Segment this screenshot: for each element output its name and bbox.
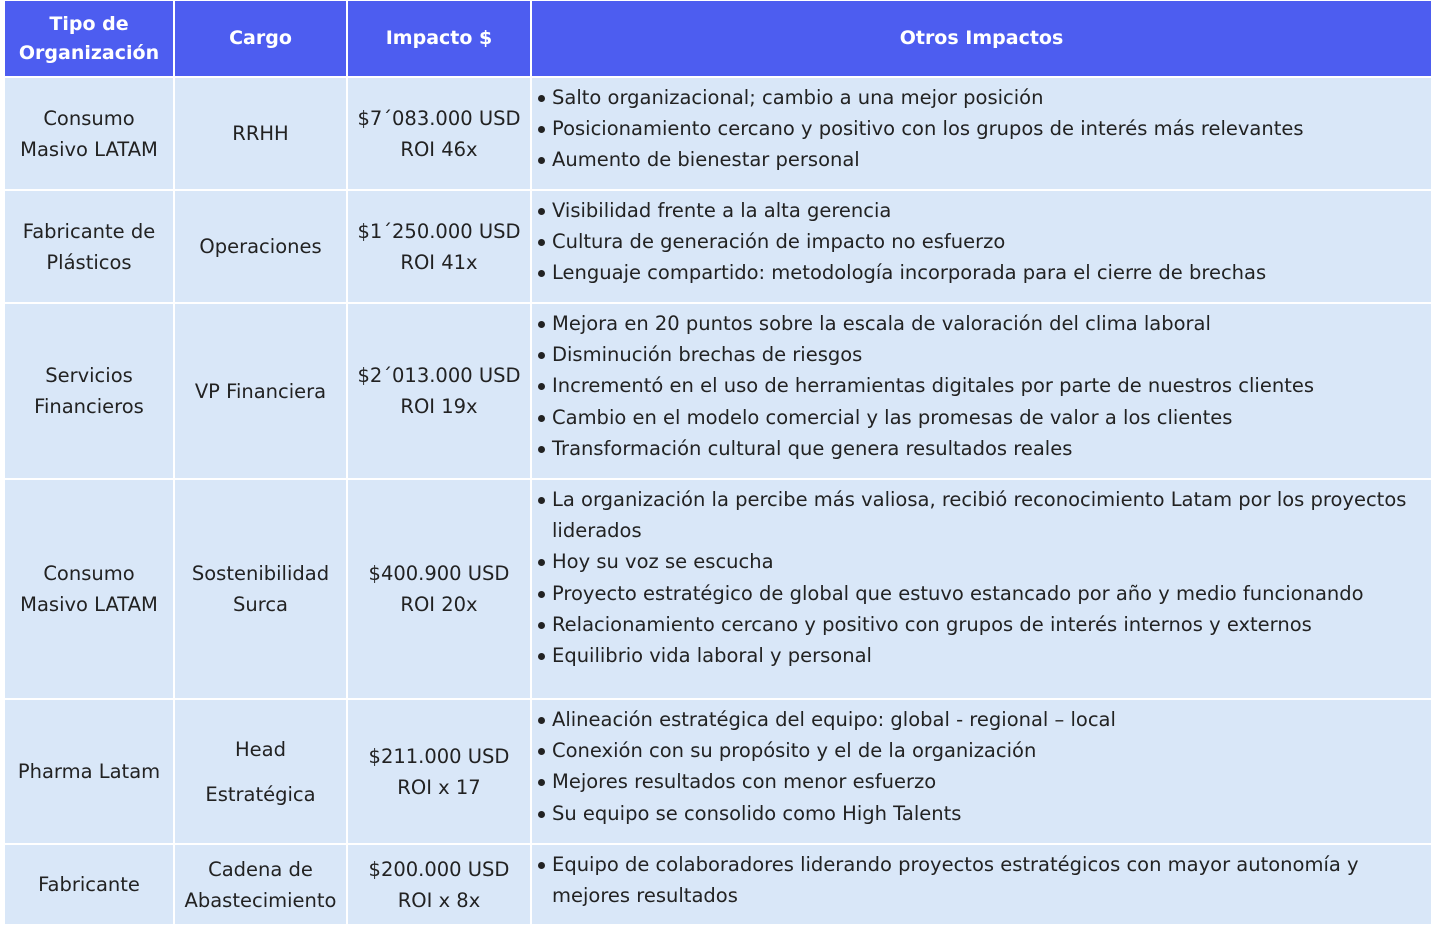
cargo-cell-line: RRHH (232, 122, 289, 145)
cargo-cell (174, 479, 347, 699)
impact-list-item: Transformación cultural que genera resultados reales (536, 433, 1425, 464)
impact-list-item: Posicionamiento cercano y positivo con los grupos de interés más relevantes (536, 113, 1425, 144)
cargo-cell-line: VP Financiera (194, 379, 327, 403)
impact-value-cell (347, 844, 531, 924)
impact-list-item: Alineación estratégica del equipo: global - regional – local (536, 704, 1425, 735)
cargo-cell-line: Cadena de (208, 857, 313, 881)
cargo-cell-line: Abastecimiento (184, 888, 337, 912)
org-type-cell-line: Masivo LATAM (20, 593, 158, 616)
impact-value-cell-line: ROI 41x (400, 250, 478, 274)
org-type-cell-line: Consumo (43, 106, 135, 130)
cargo-cell (174, 77, 347, 190)
org-type-cell (5, 77, 174, 190)
cargo-cell-line: Estratégica (205, 782, 316, 806)
table-row (5, 303, 1431, 479)
org-type-cell-line: Pharma Latam (17, 760, 161, 783)
org-type-cell-line: Plásticos (46, 250, 132, 274)
other-impacts-cell (531, 479, 1431, 699)
table-body (5, 77, 1431, 924)
header-tipo-line-2: Organización (18, 41, 160, 64)
org-type-cell-line: Fabricante de (22, 219, 156, 243)
org-type-cell (5, 479, 174, 699)
org-type-cell (5, 699, 174, 844)
org-type-cell (5, 844, 174, 924)
impact-value-cell-line: ROI x 17 (397, 775, 481, 799)
impact-list-item: Equipo de colaboradores liderando proyectos estratégicos con mayor autonomía y mejores resultados (536, 849, 1425, 911)
impact-list (536, 849, 1425, 911)
impact-value-cell (347, 77, 531, 190)
impact-list-item: La organización la percibe más valiosa, recibió reconocimiento Latam por los proyectos liderados (536, 484, 1425, 546)
impact-value-cell-line: $211.000 USD (368, 744, 510, 768)
other-impacts-cell (531, 844, 1431, 924)
impact-value-cell-line: ROI x 8x (397, 888, 481, 912)
org-type-cell-line: Servicios (45, 364, 133, 387)
impact-value-cell-line: $2´013.000 USD (357, 364, 521, 387)
header-tipo-organizacion (5, 1, 174, 77)
impact-list-item: Cambio en el modelo comercial y las promesas de valor a los clientes (536, 402, 1425, 433)
impact-list-item: Proyecto estratégico de global que estuvo estancado por año y medio funcionando (536, 578, 1425, 609)
table-row (5, 479, 1431, 699)
impact-value-cell (347, 303, 531, 479)
impact-list-item: Su equipo se consolido como High Talents (536, 798, 1425, 829)
impact-value-cell-line: $7´083.000 USD (357, 106, 521, 130)
table-row (5, 699, 1431, 844)
org-type-cell (5, 303, 174, 479)
header-otros-impactos: Otros Impactos (531, 1, 1431, 77)
impact-value-cell (347, 190, 531, 303)
table-row (5, 190, 1431, 303)
org-type-cell-line: Financieros (34, 395, 144, 418)
header-cargo: Cargo (174, 1, 347, 77)
header-row (5, 1, 1431, 77)
impact-list-item: Lenguaje compartido: metodología incorporada para el cierre de brechas (536, 257, 1425, 288)
org-type-cell-line: Consumo (43, 562, 135, 585)
org-type-cell (5, 190, 174, 303)
other-impacts-cell (531, 699, 1431, 844)
table-row (5, 844, 1431, 924)
impact-list (536, 195, 1425, 289)
impact-list (536, 82, 1425, 176)
cargo-cell (174, 190, 347, 303)
other-impacts-cell (531, 190, 1431, 303)
cargo-cell-line: Surca (233, 593, 288, 616)
impact-list-item: Conexión con su propósito y el de la organización (536, 735, 1425, 766)
table-row (5, 77, 1431, 190)
cargo-cell-line: Operaciones (199, 235, 322, 258)
cargo-cell-line: Head (235, 737, 286, 761)
impact-list-item: Mejora en 20 puntos sobre la escala de valoración del clima laboral (536, 308, 1425, 339)
impact-list-item: Salto organizacional; cambio a una mejor posición (536, 82, 1425, 113)
other-impacts-cell (531, 77, 1431, 190)
org-type-cell-line: Masivo LATAM (20, 137, 158, 161)
impact-list-item: Cultura de generación de impacto no esfuerzo (536, 226, 1425, 257)
other-impacts-cell (531, 303, 1431, 479)
impact-value-cell-line: $1´250.000 USD (357, 219, 521, 243)
cargo-cell-line: Sostenibilidad (191, 562, 330, 585)
impact-list-item: Relacionamiento cercano y positivo con grupos de interés internos y externos (536, 609, 1425, 640)
impact-list-item: Mejores resultados con menor esfuerzo (536, 766, 1425, 797)
header-impacto: Impacto $ (347, 1, 531, 77)
impact-value-cell-line: ROI 19x (400, 395, 478, 418)
impact-list (536, 484, 1425, 671)
impact-list-item: Equilibrio vida laboral y personal (536, 640, 1425, 671)
impact-list-item: Visibilidad frente a la alta gerencia (536, 195, 1425, 226)
impact-value-cell (347, 479, 531, 699)
impact-table (5, 1, 1431, 924)
impact-list (536, 704, 1425, 829)
cargo-cell (174, 303, 347, 479)
impact-list-item: Aumento de bienestar personal (536, 144, 1425, 175)
header-tipo-line-1: Tipo de (49, 12, 129, 35)
org-type-cell-line: Fabricante (38, 873, 140, 896)
cargo-cell (174, 699, 347, 844)
impact-value-cell-line: ROI 20x (400, 593, 478, 616)
impact-list-item: Disminución brechas de riesgos (536, 339, 1425, 370)
impact-list-item: Hoy su voz se escucha (536, 546, 1425, 577)
impact-list (536, 308, 1425, 464)
impact-list-item: Incrementó en el uso de herramientas digitales por parte de nuestros clientes (536, 370, 1425, 401)
impact-value-cell (347, 699, 531, 844)
impact-value-cell-line: $400.900 USD (368, 562, 510, 585)
impact-value-cell-line: ROI 46x (400, 137, 478, 161)
impact-value-cell-line: $200.000 USD (368, 857, 510, 881)
impact-table-container (5, 1, 1431, 924)
cargo-cell (174, 844, 347, 924)
